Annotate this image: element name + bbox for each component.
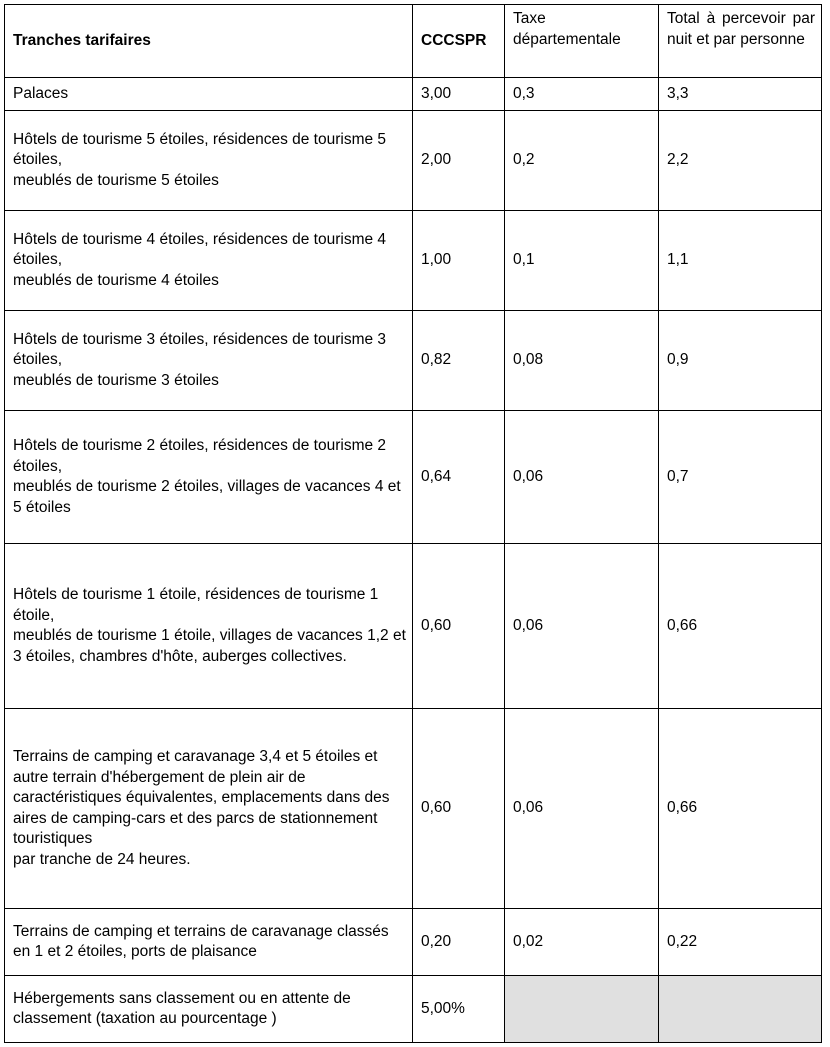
table-row [5, 311, 822, 411]
cccspr-cell: 0,64 [413, 411, 505, 544]
taxe-cell: 0,2 [505, 111, 659, 211]
table-row [5, 709, 822, 909]
total-cell: 3,3 [659, 78, 822, 111]
category-cell [5, 78, 413, 111]
taxe-cell: 0,06 [505, 544, 659, 709]
table-row [5, 78, 822, 111]
total-cell: 1,1 [659, 211, 822, 311]
category-cell [5, 111, 413, 211]
category-cell [5, 909, 413, 976]
category-line: par tranche de 24 heures. [13, 850, 191, 868]
category-line: Hébergements sans classement ou en attente de classement (taxation au pourcentage ) [13, 989, 351, 1027]
table-row [5, 544, 822, 709]
table-row [5, 211, 822, 311]
cccspr-cell: 0,60 [413, 544, 505, 709]
header-total: Total à percevoir par nuit et par personne [659, 5, 822, 78]
header-taxe-departementale: Taxe départementale [505, 5, 659, 78]
category-cell [5, 544, 413, 709]
category-cell [5, 976, 413, 1043]
table-row [5, 411, 822, 544]
total-cell: 0,66 [659, 544, 822, 709]
category-line: meublés de tourisme 1 étoile, villages de vacances 1,2 et 3 étoiles, chambres d'hôte, auberges collectives. [13, 627, 406, 665]
cccspr-cell: 5,00% [413, 976, 505, 1043]
header-tranches: Tranches tarifaires [5, 5, 413, 78]
empty-taxe-cell [505, 976, 659, 1043]
category-line: meublés de tourisme 5 étoiles [13, 171, 219, 189]
category-line: meublés de tourisme 3 étoiles [13, 371, 219, 389]
category-cell [5, 311, 413, 411]
header-cccspr: CCCSPR [413, 5, 505, 78]
category-line: Hôtels de tourisme 1 étoile, résidences de tourisme 1 étoile, [13, 586, 379, 624]
category-line: Hôtels de tourisme 2 étoiles, résidences de tourisme 2 étoiles, [13, 437, 387, 475]
category-cell [5, 211, 413, 311]
taxe-cell: 0,06 [505, 411, 659, 544]
taxe-cell: 0,3 [505, 78, 659, 111]
table-row [5, 909, 822, 976]
total-cell: 0,66 [659, 709, 822, 909]
total-cell: 0,22 [659, 909, 822, 976]
category-line: Terrains de camping et terrains de caravanage classés en 1 et 2 étoiles, ports de plaisance [13, 922, 389, 960]
table-row [5, 976, 822, 1043]
empty-total-cell [659, 976, 822, 1043]
category-line: meublés de tourisme 4 étoiles [13, 271, 219, 289]
table-header-row [5, 5, 822, 78]
cccspr-cell: 0,20 [413, 909, 505, 976]
category-line: meublés de tourisme 2 étoiles, villages de vacances 4 et 5 étoiles [13, 478, 401, 516]
total-cell: 0,7 [659, 411, 822, 544]
cccspr-cell: 0,82 [413, 311, 505, 411]
total-cell: 0,9 [659, 311, 822, 411]
taxe-cell: 0,02 [505, 909, 659, 976]
total-cell: 2,2 [659, 111, 822, 211]
category-line: Hôtels de tourisme 4 étoiles, résidences de tourisme 4 étoiles, [13, 230, 387, 269]
category-cell [5, 411, 413, 544]
category-line: caractéristiques équivalentes, emplacements dans des aires de camping-cars et des parcs de stationnement touristiques [13, 789, 390, 847]
cccspr-cell: 3,00 [413, 78, 505, 111]
category-line: Hôtels de tourisme 5 étoiles, résidences de tourisme 5 étoiles, [13, 130, 387, 169]
category-line: Palaces [13, 84, 69, 102]
cccspr-cell: 0,60 [413, 709, 505, 909]
category-line: Terrains de camping et caravanage 3,4 et 5 étoiles et autre terrain d'hébergement de plein air de [13, 748, 378, 786]
category-cell [5, 709, 413, 909]
taxe-cell: 0,08 [505, 311, 659, 411]
taxe-cell: 0,06 [505, 709, 659, 909]
table-row [5, 111, 822, 211]
category-line: Hôtels de tourisme 3 étoiles, résidences de tourisme 3 étoiles, [13, 330, 387, 369]
tariff-table [4, 4, 822, 1043]
cccspr-cell: 2,00 [413, 111, 505, 211]
taxe-cell: 0,1 [505, 211, 659, 311]
cccspr-cell: 1,00 [413, 211, 505, 311]
